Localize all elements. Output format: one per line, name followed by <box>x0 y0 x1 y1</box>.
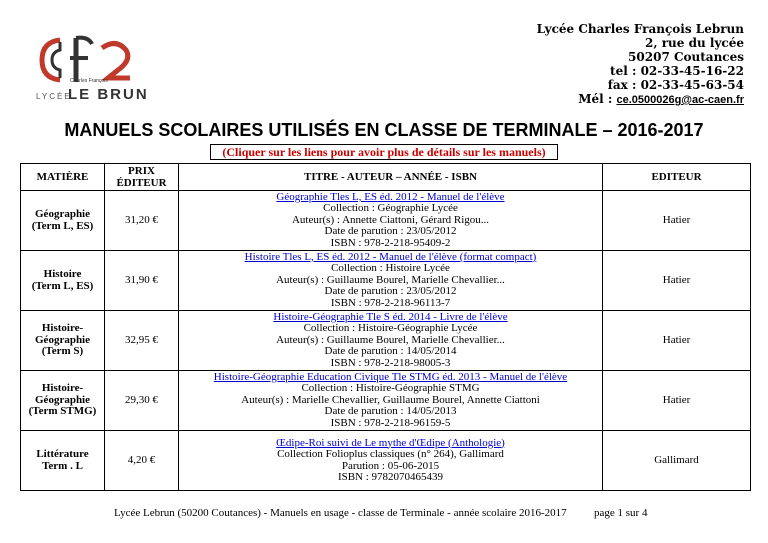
table-row <box>21 251 751 311</box>
matiere-line: Géographie <box>35 208 90 220</box>
manual-link[interactable]: Géographie Tles L, ES éd. 2012 - Manuel de l'élève <box>276 190 505 203</box>
column-header-titre: TITRE - AUTEUR – ANNÉE - ISBN <box>179 164 603 191</box>
cell-prix: 29,30 € <box>105 371 179 431</box>
cell-titre <box>179 371 603 431</box>
manual-detail-line: Auteur(s) : Guillaume Bourel, Marielle Chevallier... <box>276 273 505 286</box>
manual-link[interactable]: Histoire Tles L, ES éd. 2012 - Manuel de l'élève (format compact) <box>244 250 537 263</box>
manual-detail-line: ISBN : 978-2-218-95409-2 <box>330 236 451 249</box>
school-address <box>537 22 744 107</box>
matiere-line: Histoire- <box>41 382 84 395</box>
manual-detail-line: ISBN : 978-2-218-98005-3 <box>330 356 451 369</box>
matiere-line: Littérature <box>36 448 89 460</box>
cell-matiere <box>21 431 105 491</box>
column-header-editeur: EDITEUR <box>603 164 751 191</box>
manual-detail-line: ISBN : 978-2-218-96113-7 <box>330 296 451 309</box>
cell-matiere <box>21 191 105 251</box>
school-fax: fax : 02-33-45-63-54 <box>607 78 744 92</box>
table-header-row <box>21 164 751 191</box>
table-row <box>21 191 751 251</box>
logo-name: LE BRUN <box>68 86 149 103</box>
matiere-line: Term . L <box>42 459 83 472</box>
cell-editeur: Gallimard <box>603 431 751 491</box>
matiere-line: (Term L, ES) <box>31 219 94 232</box>
school-city: 50207 Coutances <box>628 50 744 64</box>
manual-detail-line: Date de parution : 23/05/2012 <box>324 285 457 298</box>
matiere-line: (Term L, ES) <box>31 279 94 292</box>
table-row <box>21 371 751 431</box>
manual-detail-line: Collection : Histoire Lycée <box>331 262 450 275</box>
cell-matiere <box>21 251 105 311</box>
manual-detail-line: Collection Folioplus classiques (n° 264), Gallimard <box>277 448 504 460</box>
matiere-line: (Term S) <box>41 345 84 358</box>
cell-titre <box>179 311 603 371</box>
cell-prix: 31,90 € <box>105 251 179 311</box>
manual-detail-line: Collection : Histoire-Géographie STMG <box>301 382 480 395</box>
manual-detail-line: Collection : Géographie Lycée <box>323 202 458 215</box>
manual-detail-line: Date de parution : 14/05/2014 <box>324 345 457 358</box>
matiere-line: Histoire- <box>41 322 84 335</box>
page-title: MANUELS SCOLAIRES UTILISÉS EN CLASSE DE TERMINALE – 2016-2017 <box>64 120 704 140</box>
school-name: Lycée Charles François Lebrun <box>536 22 744 36</box>
table-row <box>21 311 751 371</box>
cell-prix: 31,20 € <box>105 191 179 251</box>
manual-detail-line: Date de parution : 14/05/2013 <box>324 405 457 418</box>
cell-prix: 32,95 € <box>105 311 179 371</box>
table-row <box>21 431 751 491</box>
manual-detail-line: ISBN : 9782070465439 <box>337 471 444 483</box>
school-mail-row <box>537 92 744 107</box>
cell-editeur: Hatier <box>603 191 751 251</box>
cell-titre <box>179 431 603 491</box>
school-tel: tel : 02-33-45-16-22 <box>610 64 744 78</box>
manual-link[interactable]: Histoire-Géographie Education Civique Tle STMG éd. 2013 - Manuel de l'élève <box>213 370 568 383</box>
cell-editeur: Hatier <box>603 311 751 371</box>
cell-prix: 4,20 € <box>105 431 179 491</box>
cell-titre <box>179 191 603 251</box>
matiere-line: Histoire <box>43 268 82 280</box>
logo-prefix: LYCÉE <box>36 92 72 101</box>
manual-link[interactable]: Histoire-Géographie Tle S éd. 2014 - Livre de l'élève <box>273 310 508 323</box>
page-number: page 1 sur 4 <box>594 507 648 519</box>
matiere-line: Géographie <box>35 393 90 406</box>
column-header-prix: PRIX ÉDITEUR <box>105 164 179 191</box>
manual-detail-line: Parution : 05-06-2015 <box>341 459 440 472</box>
page-footer: Lycée Lebrun (50200 Coutances) - Manuels en usage - classe de Terminale - année scolaire 2016-2017 <box>114 507 567 519</box>
school-street: 2, rue du lycée <box>645 36 744 50</box>
cell-editeur: Hatier <box>603 251 751 311</box>
matiere-line: Géographie <box>35 333 90 346</box>
logo-caption: Charles François <box>70 78 108 84</box>
mail-label: Mél : <box>578 92 617 106</box>
manual-detail-line: Auteur(s) : Guillaume Bourel, Marielle Chevallier... <box>276 333 505 346</box>
school-logo <box>30 30 150 110</box>
manual-link[interactable]: Œdipe-Roi suivi de Le mythe d'Œdipe (Anthologie) <box>276 436 505 449</box>
textbook-table <box>20 163 751 491</box>
cell-matiere <box>21 311 105 371</box>
manual-detail-line: Auteur(s) : Annette Ciattoni, Gérard Rigou... <box>291 213 490 226</box>
manual-detail-line: ISBN : 978-2-218-96159-5 <box>330 416 451 429</box>
cell-titre <box>179 251 603 311</box>
cell-matiere <box>21 371 105 431</box>
email-link[interactable]: ce.0500026g@ac-caen.fr <box>616 94 744 106</box>
column-header-matiere: MATIÈRE <box>21 164 105 191</box>
manual-detail-line: Collection : Histoire-Géographie Lycée <box>303 322 478 335</box>
manual-detail-line: Auteur(s) : Marielle Chevallier, Guillaume Bourel, Annette Ciattoni <box>241 393 540 406</box>
matiere-line: (Term STMG) <box>28 405 97 418</box>
manual-detail-line: Date de parution : 23/05/2012 <box>324 225 457 238</box>
cell-editeur: Hatier <box>603 371 751 431</box>
subtitle-instructions: (Cliquer sur les liens pour avoir plus de détails sur les manuels) <box>210 144 558 160</box>
